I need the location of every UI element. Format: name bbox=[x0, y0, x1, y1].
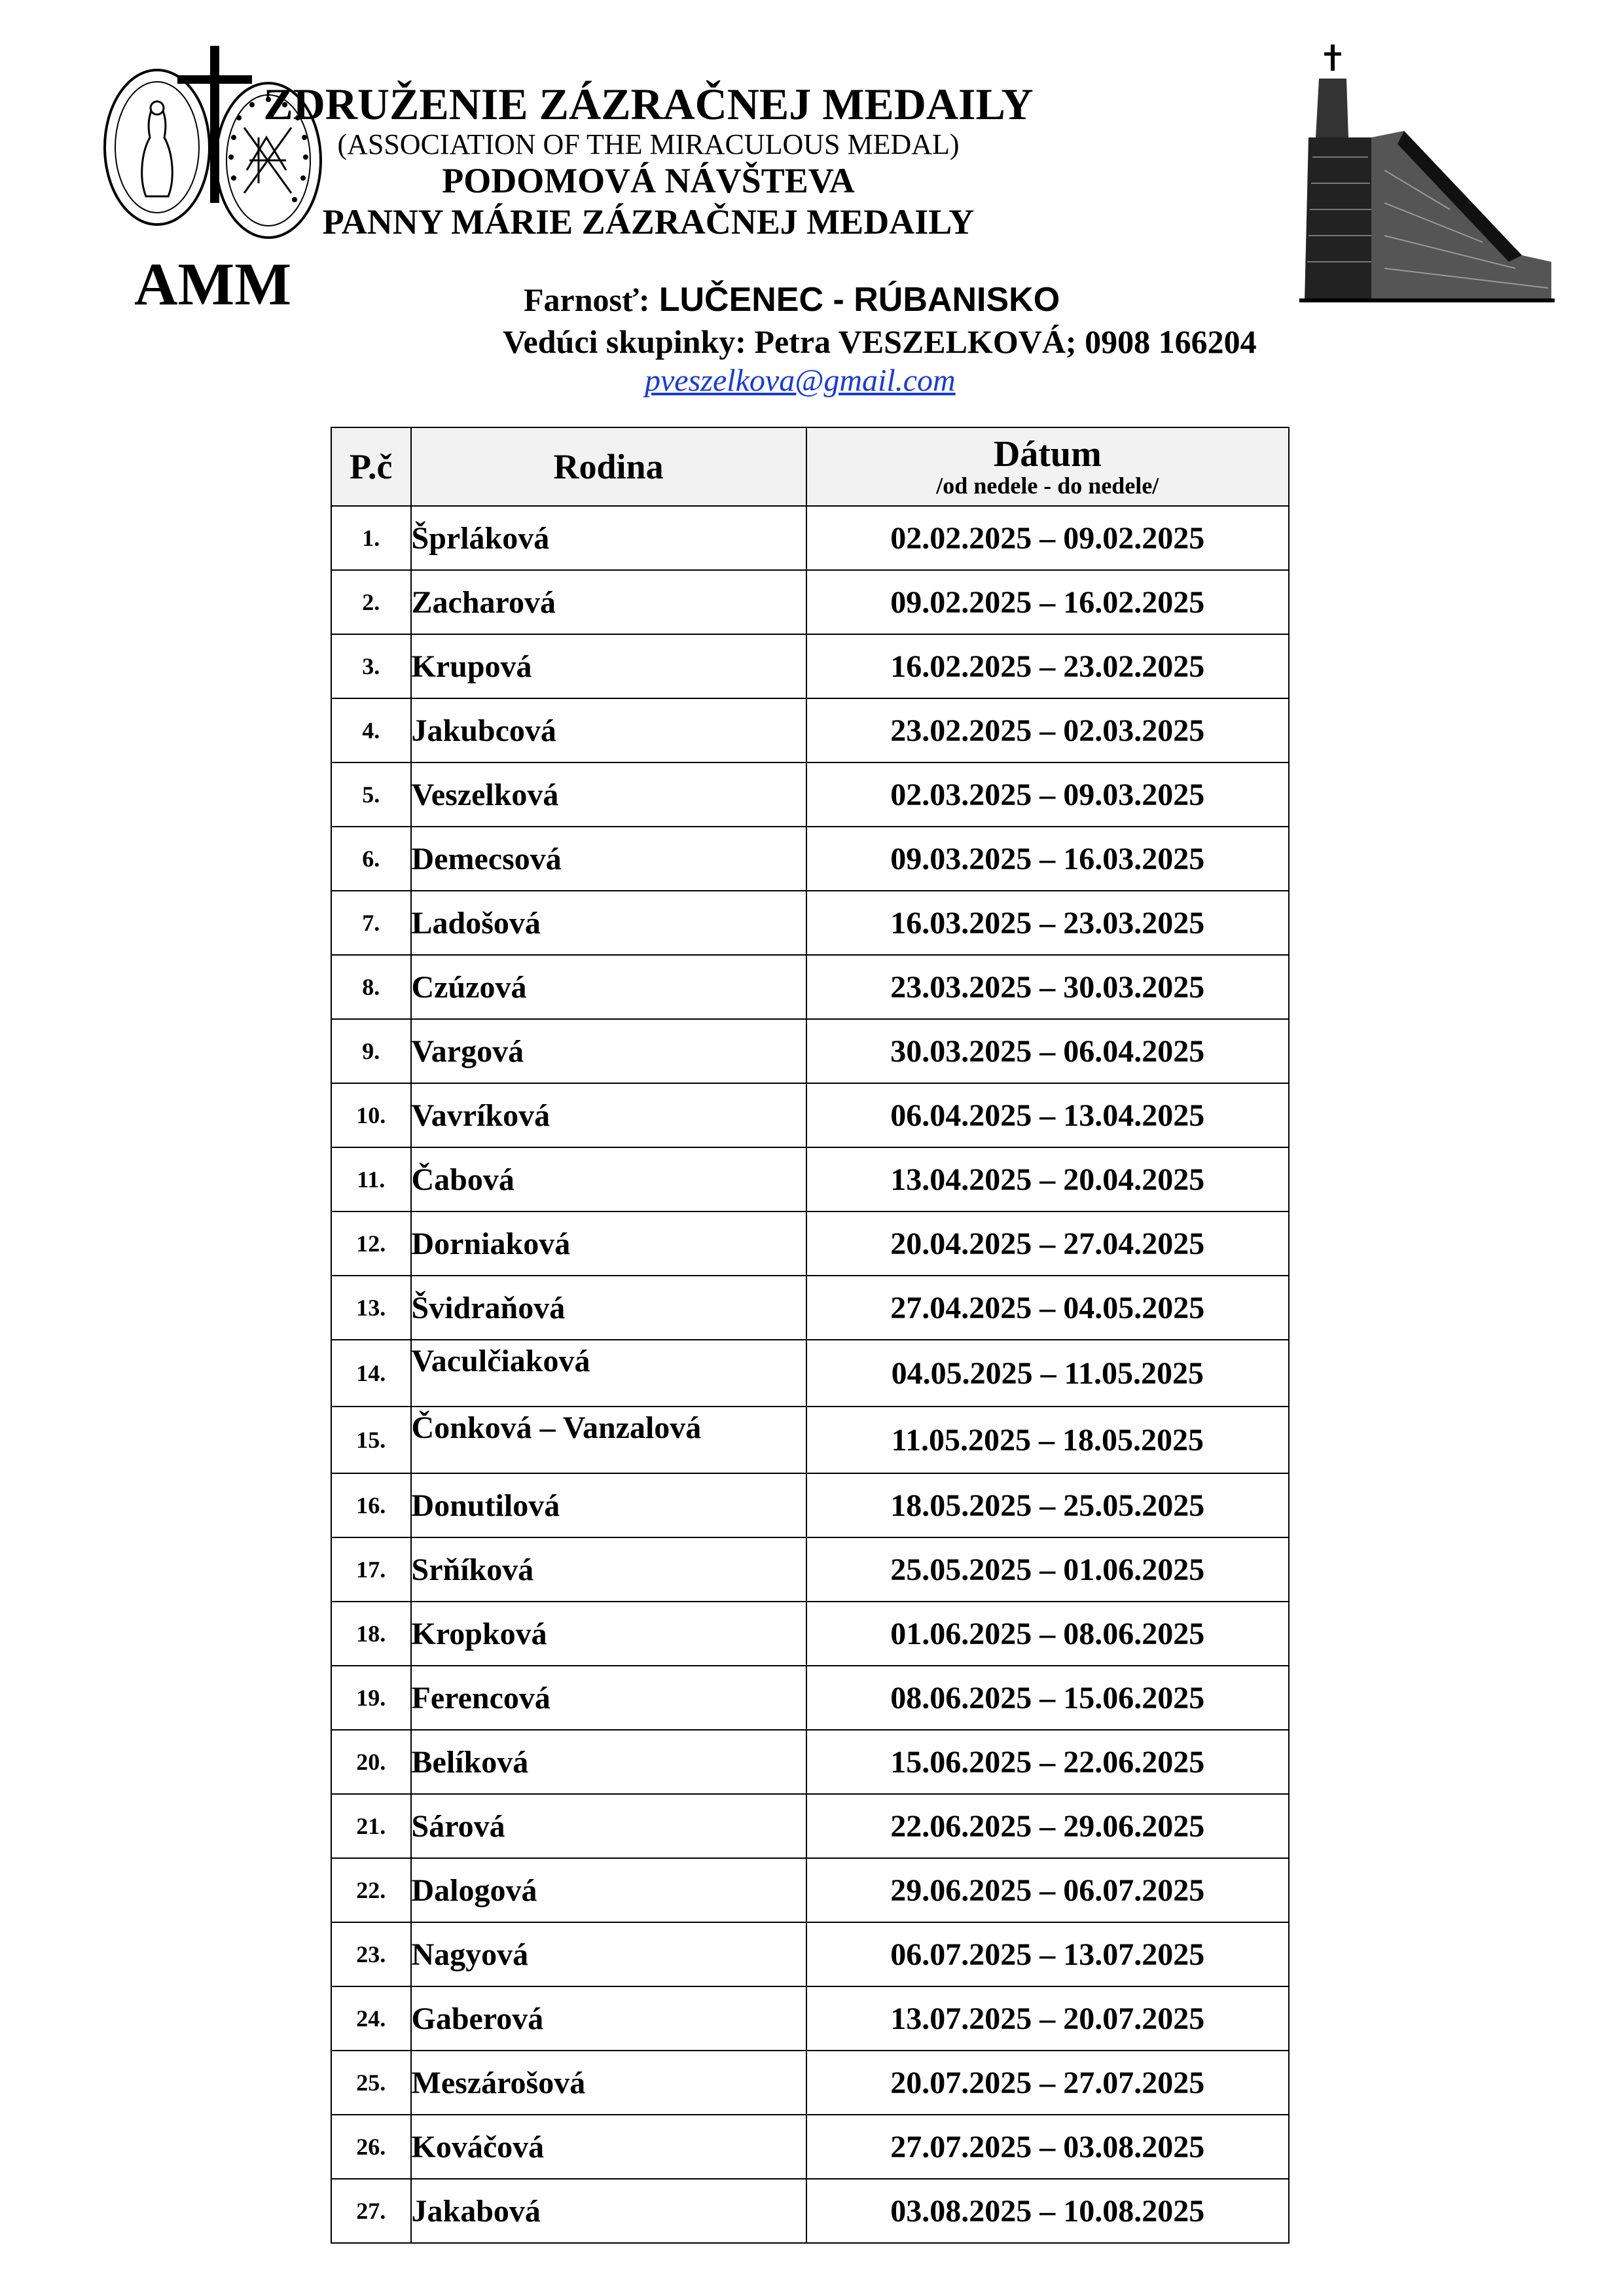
association-title: ZDRUŽENIE ZÁZRAČNEJ MEDAILY bbox=[263, 79, 1034, 129]
parish-label: Farnosť: bbox=[524, 281, 650, 318]
table-row bbox=[331, 1986, 1289, 2051]
row-number: 24. bbox=[331, 1986, 411, 2051]
row-family: Czúzová bbox=[411, 955, 806, 1019]
table-row bbox=[331, 2179, 1289, 2243]
row-number: 7. bbox=[331, 891, 411, 955]
row-date-range: 09.03.2025 – 16.03.2025 bbox=[806, 827, 1289, 891]
row-family: Belíková bbox=[411, 1730, 806, 1794]
row-family: Kropková bbox=[411, 1602, 806, 1666]
table-row bbox=[331, 1794, 1289, 1858]
table-row bbox=[331, 1147, 1289, 1211]
row-number: 14. bbox=[331, 1340, 411, 1407]
row-family: Vargová bbox=[411, 1019, 806, 1083]
parish-line bbox=[524, 280, 1060, 319]
table-row bbox=[331, 2115, 1289, 2179]
row-number: 8. bbox=[331, 955, 411, 1019]
row-number: 23. bbox=[331, 1922, 411, 1986]
row-family: Čabová bbox=[411, 1147, 806, 1211]
svg-text:AMM: AMM bbox=[134, 251, 292, 314]
row-date-range: 08.06.2025 – 15.06.2025 bbox=[806, 1666, 1289, 1730]
row-family: Demecsová bbox=[411, 827, 806, 891]
parish-name: LUČENEC - RÚBANISKO bbox=[659, 281, 1060, 319]
row-family: Čonková – Vanzalová bbox=[411, 1407, 806, 1473]
row-family: Srňíková bbox=[411, 1537, 806, 1602]
row-date-range: 02.03.2025 – 09.03.2025 bbox=[806, 762, 1289, 827]
table-row bbox=[331, 1340, 1289, 1407]
row-number: 26. bbox=[331, 2115, 411, 2179]
column-header-number: P.č bbox=[331, 427, 411, 506]
row-number: 18. bbox=[331, 1602, 411, 1666]
row-family: Donutilová bbox=[411, 1473, 806, 1537]
column-header-date bbox=[806, 427, 1289, 506]
row-number: 6. bbox=[331, 827, 411, 891]
table-row bbox=[331, 506, 1289, 570]
table-row bbox=[331, 1730, 1289, 1794]
row-family: Dalogová bbox=[411, 1858, 806, 1922]
row-date-range: 13.04.2025 – 20.04.2025 bbox=[806, 1147, 1289, 1211]
row-date-range: 22.06.2025 – 29.06.2025 bbox=[806, 1794, 1289, 1858]
row-number: 17. bbox=[331, 1537, 411, 1602]
row-date-range: 30.03.2025 – 06.04.2025 bbox=[806, 1019, 1289, 1083]
table-header-row bbox=[331, 427, 1289, 506]
association-subtitle: (ASSOCIATION OF THE MIRACULOUS MEDAL) bbox=[337, 128, 960, 160]
row-number: 1. bbox=[331, 506, 411, 570]
row-date-range: 01.06.2025 – 08.06.2025 bbox=[806, 1602, 1289, 1666]
row-number: 16. bbox=[331, 1473, 411, 1537]
row-family: Zacharová bbox=[411, 570, 806, 634]
column-header-date-sub: /od nedele - do nedele/ bbox=[936, 472, 1159, 499]
row-family: Krupová bbox=[411, 634, 806, 698]
table-row bbox=[331, 762, 1289, 827]
row-family: Jakubcová bbox=[411, 698, 806, 762]
row-date-range: 27.04.2025 – 04.05.2025 bbox=[806, 1276, 1289, 1340]
table-row bbox=[331, 570, 1289, 634]
table-row bbox=[331, 2051, 1289, 2115]
row-date-range: 23.02.2025 – 02.03.2025 bbox=[806, 698, 1289, 762]
table-row bbox=[331, 1666, 1289, 1730]
row-family: Šprláková bbox=[411, 506, 806, 570]
row-date-range: 20.04.2025 – 27.04.2025 bbox=[806, 1211, 1289, 1276]
row-family: Kováčová bbox=[411, 2115, 806, 2179]
table-body bbox=[331, 506, 1289, 2243]
row-date-range: 16.03.2025 – 23.03.2025 bbox=[806, 891, 1289, 955]
table-row bbox=[331, 1922, 1289, 1986]
row-family: Veszelková bbox=[411, 762, 806, 827]
visit-title: PODOMOVÁ NÁVŠTEVA bbox=[442, 161, 855, 200]
row-family: Dorniaková bbox=[411, 1211, 806, 1276]
row-date-range: 15.06.2025 – 22.06.2025 bbox=[806, 1730, 1289, 1794]
row-date-range: 27.07.2025 – 03.08.2025 bbox=[806, 2115, 1289, 2179]
email-link[interactable]: pveszelkova@gmail.com bbox=[645, 363, 956, 398]
table-row bbox=[331, 1537, 1289, 1602]
row-number: 12. bbox=[331, 1211, 411, 1276]
row-number: 10. bbox=[331, 1083, 411, 1147]
table-row bbox=[331, 1211, 1289, 1276]
row-date-range: 23.03.2025 – 30.03.2025 bbox=[806, 955, 1289, 1019]
table-row bbox=[331, 698, 1289, 762]
row-family: Sárová bbox=[411, 1794, 806, 1858]
row-number: 27. bbox=[331, 2179, 411, 2243]
row-date-range: 29.06.2025 – 06.07.2025 bbox=[806, 1858, 1289, 1922]
row-family: Ladošová bbox=[411, 891, 806, 955]
row-number: 3. bbox=[331, 634, 411, 698]
row-date-range: 06.07.2025 – 13.07.2025 bbox=[806, 1922, 1289, 1986]
row-family: Švidraňová bbox=[411, 1276, 806, 1340]
table-row bbox=[331, 1602, 1289, 1666]
table-row bbox=[331, 1858, 1289, 1922]
row-date-range: 16.02.2025 – 23.02.2025 bbox=[806, 634, 1289, 698]
row-family: Nagyová bbox=[411, 1922, 806, 1986]
table-row bbox=[331, 891, 1289, 955]
table-row bbox=[331, 955, 1289, 1019]
table-row bbox=[331, 1083, 1289, 1147]
row-date-range: 09.02.2025 – 16.02.2025 bbox=[806, 570, 1289, 634]
table-row bbox=[331, 1473, 1289, 1537]
row-family: Jakabová bbox=[411, 2179, 806, 2243]
row-number: 25. bbox=[331, 2051, 411, 2115]
row-number: 2. bbox=[331, 570, 411, 634]
row-family: Vaculčiaková bbox=[411, 1340, 806, 1407]
row-number: 5. bbox=[331, 762, 411, 827]
row-date-range: 11.05.2025 – 18.05.2025 bbox=[806, 1407, 1289, 1473]
row-number: 9. bbox=[331, 1019, 411, 1083]
row-family: Vavríková bbox=[411, 1083, 806, 1147]
visit-schedule-table bbox=[331, 427, 1290, 2244]
row-date-range: 25.05.2025 – 01.06.2025 bbox=[806, 1537, 1289, 1602]
row-date-range: 02.02.2025 – 09.02.2025 bbox=[806, 506, 1289, 570]
row-number: 21. bbox=[331, 1794, 411, 1858]
visit-subtitle: PANNY MÁRIE ZÁZRAČNEJ MEDAILY bbox=[322, 202, 975, 242]
row-family: Ferencová bbox=[411, 1666, 806, 1730]
row-number: 11. bbox=[331, 1147, 411, 1211]
row-number: 19. bbox=[331, 1666, 411, 1730]
row-number: 22. bbox=[331, 1858, 411, 1922]
row-date-range: 13.07.2025 – 20.07.2025 bbox=[806, 1986, 1289, 2051]
group-leader: Vedúci skupinky: Petra VESZELKOVÁ; 0908 166204 bbox=[503, 323, 1257, 360]
row-number: 13. bbox=[331, 1276, 411, 1340]
column-header-family: Rodina bbox=[411, 427, 806, 506]
row-date-range: 06.04.2025 – 13.04.2025 bbox=[806, 1083, 1289, 1147]
row-date-range: 20.07.2025 – 27.07.2025 bbox=[806, 2051, 1289, 2115]
row-date-range: 18.05.2025 – 25.05.2025 bbox=[806, 1473, 1289, 1537]
row-family: Gaberová bbox=[411, 1986, 806, 2051]
row-number: 15. bbox=[331, 1407, 411, 1473]
row-date-range: 04.05.2025 – 11.05.2025 bbox=[806, 1340, 1289, 1407]
table-row bbox=[331, 1407, 1289, 1473]
table-row bbox=[331, 1276, 1289, 1340]
row-family: Meszárošová bbox=[411, 2051, 806, 2115]
row-number: 20. bbox=[331, 1730, 411, 1794]
row-number: 4. bbox=[331, 698, 411, 762]
row-date-range: 03.08.2025 – 10.08.2025 bbox=[806, 2179, 1289, 2243]
table-row bbox=[331, 827, 1289, 891]
table-row bbox=[331, 1019, 1289, 1083]
column-header-date-label: Dátum bbox=[993, 433, 1102, 475]
table-row bbox=[331, 634, 1289, 698]
